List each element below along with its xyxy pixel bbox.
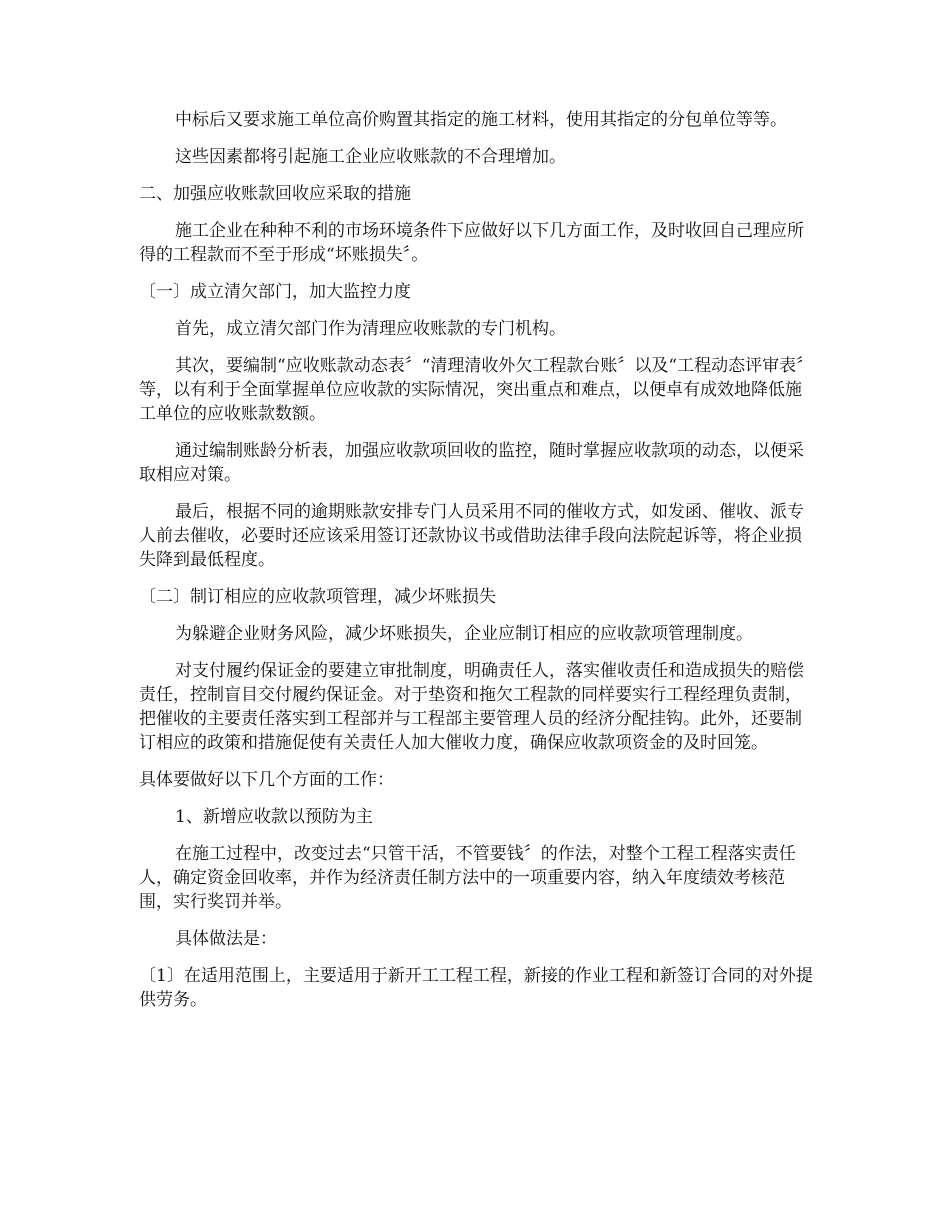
list-item: 〔1〕在适用范围上，主要适用于新开工工程工程，新接的作业工程和新签订合同的对外提供劳务。	[139, 966, 813, 1010]
paragraph: 为躲避企业财务风险，减少坏账损失，企业应制订相应的应收款项管理制度。	[175, 624, 753, 644]
paragraph: 具体做法是：	[175, 929, 277, 949]
subsection-heading: 〔一〕成立清欠部门，加大监控力度	[139, 282, 411, 302]
list-heading: 1、新增应收款以预防为主	[175, 807, 373, 827]
paragraph: 最后，根据不同的逾期账款安排专门人员采用不同的催收方式，如发函、催收、派专人前去催收，必要时还应该采用签订还款协议书或借助法律手段向法院起诉等，将企业损失降到最低程度。	[139, 502, 804, 570]
paragraph: 中标后又要求施工单位高价购置其指定的施工材料，使用其指定的分包单位等等。	[175, 110, 787, 130]
paragraph: 对支付履约保证金的要建立审批制度，明确责任人，落实催收责任和造成损失的赔偿责任，控制盲目交付履约保证金。对于垫资和拖欠工程款的同样要实行工程经理负责制，把催收的主要责任落实到工程部并与工程部主要管理人员的经济分配挂钩。此外，还要制订相应的政策和措施促使有关责任人加大催收力度，确保应收款项资金的及时回笼。	[139, 661, 804, 753]
paragraph: 施工企业在种种不利的市场环境条件下应做好以下几方面工作，及时收回自己理应所得的工程款而不至于形成“坏账损失〞。	[139, 221, 804, 265]
paragraph: 其次，要编制“应收账款动态表〞“清理清收外欠工程款台账〞以及“工程动态评审表〞等，以有利于全面掌握单位应收款的实际情况，突出重点和难点，以便卓有成效地降低施工单位的应收账款数额。	[139, 356, 814, 424]
subsection-heading: 〔二〕制订相应的应收款项管理，减少坏账损失	[139, 587, 496, 607]
paragraph: 具体要做好以下几个方面的工作：	[139, 770, 394, 790]
document-body	[139, 108, 815, 1025]
paragraph: 在施工过程中，改变过去“只管干活，不管要钱〞的作法，对整个工程工程落实责任人，确定资金回收率，并作为经济责任制方法中的一项重要内容，纳入年度绩效考核范围，实行奖罚并举。	[139, 844, 796, 912]
section-heading: 二、加强应收账款回收应采取的措施	[139, 184, 411, 204]
paragraph: 通过编制账龄分析表，加强应收款项回收的监控，随时掌握应收款项的动态，以便采取相应对策。	[139, 441, 804, 485]
paragraph: 这些因素都将引起施工企业应收账款的不合理增加。	[175, 147, 566, 167]
paragraph: 首先，成立清欠部门作为清理应收账款的专门机构。	[175, 319, 566, 339]
